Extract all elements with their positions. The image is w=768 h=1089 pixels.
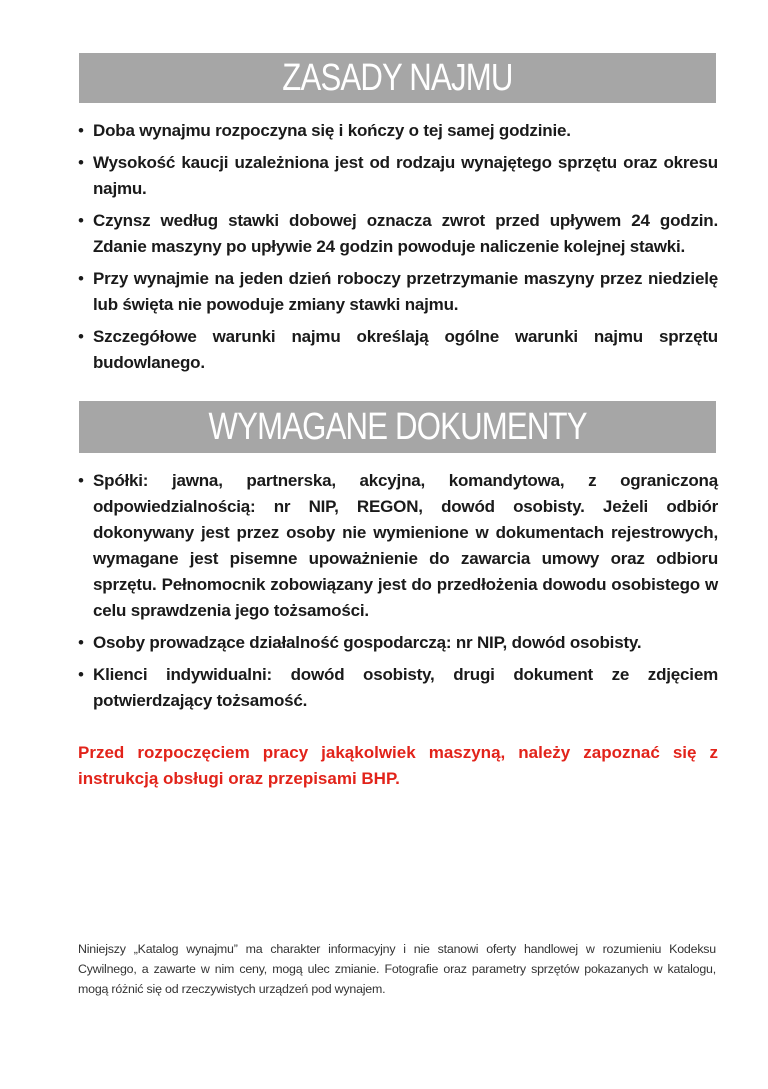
list-item: • Doba wynajmu rozpoczyna się i kończy o tej samej godzinie. xyxy=(78,118,718,144)
list-item: • Spółki: jawna, partnerska, akcyjna, komandytowa, z ograniczoną odpowiedzialnością: nr NIP, REGON, dowód osobisty. Jeżeli odbiór dokonywany jest przez osoby nie wymienione w dokumentach rejestrowych, wymagane jest pisemne upoważnienie do zawarcia umowy oraz odbioru sprzętu. Pełnomocnik zobowiązany jest do przedłożenia dowodu osobistego w celu sprawdzenia jego tożsamości. xyxy=(78,468,718,624)
list-item: • Czynsz według stawki dobowej oznacza zwrot przed upływem 24 godzin. Zdanie maszyny po upływie 24 godzin powoduje naliczenie kolejnej stawki. xyxy=(78,208,718,260)
rental-rules-list xyxy=(78,118,718,382)
section-heading-rental-rules-text: ZASADY NAJMU xyxy=(282,57,513,99)
required-documents-list xyxy=(78,468,718,720)
list-item: • Osoby prowadzące działalność gospodarczą: nr NIP, dowód osobisty. xyxy=(78,630,718,656)
section-heading-rental-rules xyxy=(79,53,716,103)
list-item: • Szczegółowe warunki najmu określają ogólne warunki najmu sprzętu budowlanego. xyxy=(78,324,718,376)
list-item: • Klienci indywidualni: dowód osobisty, drugi dokument ze zdjęciem potwierdzający tożsamość. xyxy=(78,662,718,714)
list-item: • Przy wynajmie na jeden dzień roboczy przetrzymanie maszyny przez niedzielę lub święta nie powoduje zmiany stawki najmu. xyxy=(78,266,718,318)
safety-warning: Przed rozpoczęciem pracy jakąkolwiek maszyną, należy zapoznać się z instrukcją obsługi oraz przepisami BHP. xyxy=(78,743,718,788)
list-item: • Wysokość kaucji uzależniona jest od rodzaju wynajętego sprzętu oraz okresu najmu. xyxy=(78,150,718,202)
section-heading-required-documents xyxy=(79,401,716,453)
catalog-disclaimer: Niniejszy „Katalog wynajmu” ma charakter informacyjny i nie stanowi oferty handlowej w rozumieniu Kodeksu Cywilnego, a zawarte w nim ceny, mogą ulec zmianie. Fotografie oraz parametry sprzętów pokazanych w katalogu, mogą różnić się od rzeczywistych urządzeń pod wynajem. xyxy=(78,942,716,996)
section-heading-required-documents-text: WYMAGANE DOKUMENTY xyxy=(208,406,587,448)
